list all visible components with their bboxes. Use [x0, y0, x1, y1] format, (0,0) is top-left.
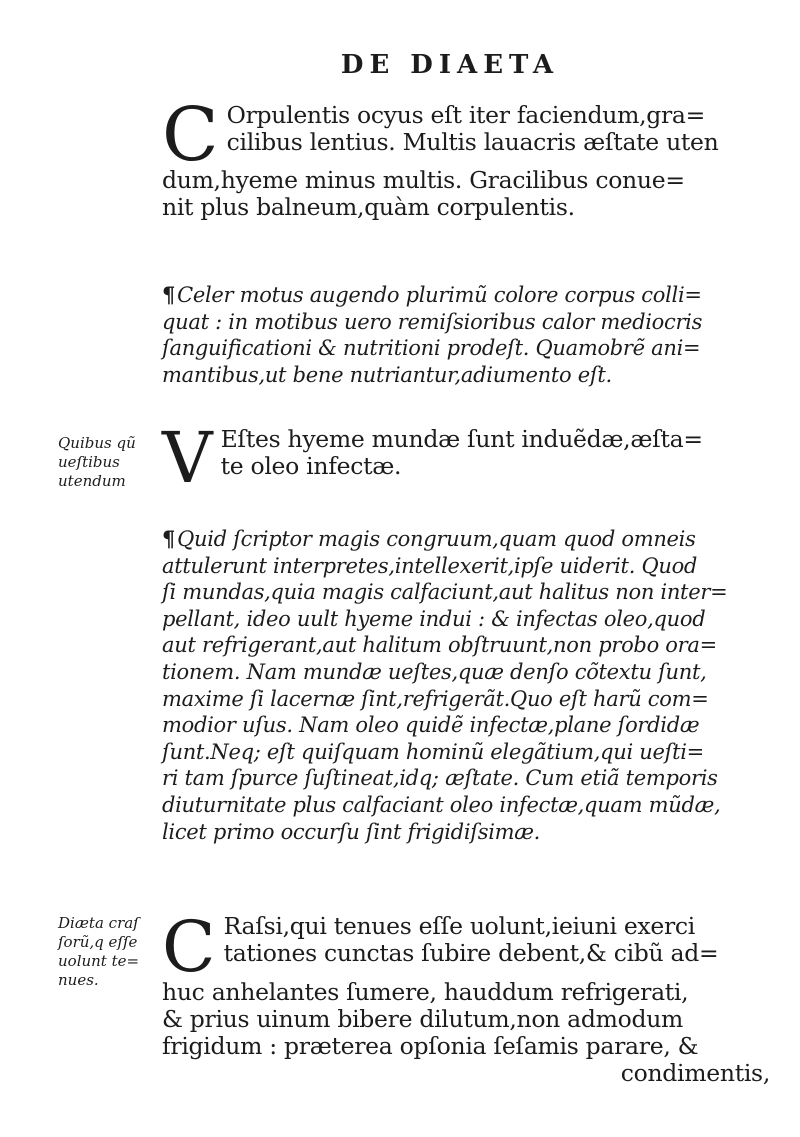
text-line-content: Celer motus augendo plurimũ colore corpus colli= [177, 283, 702, 307]
text-line: te oleo infectæ. [220, 452, 402, 480]
margin-note-line: nues. [58, 971, 99, 989]
margin-note-line: Diæta craſ [58, 914, 139, 932]
drop-cap-initial: V [162, 417, 213, 499]
catchword-line: condimentis, [620, 1059, 770, 1087]
text-line: attulerunt interpretes,intellexerit,ipſe uiderit. Quod [162, 553, 698, 578]
text-line: ſi mundas,quia magis calfaciunt,aut halitus non inter= [162, 580, 728, 605]
margin-note-line: uolunt te= [58, 952, 140, 970]
paragraph-celer-motus [162, 282, 770, 388]
text-line: pellant, ideo uult hyeme indui : & infectas oleo,quod [162, 606, 706, 631]
text-line: Orpulentis ocyus eſt iter faciendum,gra= [226, 101, 706, 129]
text-line: aut refrigerant,aut halitum obſtruunt,non probo ora= [162, 633, 717, 658]
text-line: maxime ſi lacernæ ſint,refrigerãt.Quo eſt harũ com= [162, 686, 709, 711]
paragraph-crassi [162, 906, 770, 1087]
text-line: diuturnitate plus calfaciant oleo infectæ,quam mũdæ, [162, 792, 721, 817]
pilcrow-mark: ¶ [162, 282, 176, 307]
text-line: ri tam ſpurce ſuſtineat,idq; æſtate. Cum etiã temporis [162, 766, 718, 791]
margin-note-vestibus [58, 434, 154, 491]
running-header [0, 50, 800, 80]
text-line: & prius uinum bibere dilutum,non admodum [162, 1005, 684, 1033]
text-line: ſunt.Neq; eſt quiſquam hominũ elegãtium,qui ueſti= [162, 739, 704, 764]
paragraph-quid-scriptor [162, 526, 770, 845]
text-line: quat : in motibus uero remiſsioribus calor mediocris [162, 309, 703, 334]
margin-note-line: Quibus qũ [58, 434, 136, 452]
margin-note-line: ſorũ,q eſſe [58, 933, 138, 951]
text-line: mantibus,ut bene nutriantur,adiumento eſt. [162, 362, 612, 387]
text-line: nit plus balneum,quàm corpulentis. [162, 193, 575, 221]
text-line: licet primo occurſu ſint frigidiſsimæ. [162, 819, 541, 844]
paragraph-corpulentis [162, 92, 770, 221]
text-line: Raſsi,qui tenues eſſe uolunt,ieiuni exerci [223, 912, 696, 940]
text-line [162, 526, 770, 553]
text-line: tationes cunctas ſubire debent,& cibũ ad= [223, 939, 719, 967]
text-line: huc anhelantes ſumere, hauddum refrigerati, [162, 978, 689, 1006]
text-line: cilibus lentius. Multis lauacris æſtate uten [226, 128, 719, 156]
text-line: tionem. Nam mundæ ueſtes,quæ denſo cõtextu ſunt, [162, 659, 707, 684]
text-line-content: Quid ſcriptor magis congruum,quam quod omneis [177, 527, 696, 551]
page-title: DE DIAETA [340, 50, 560, 80]
text-line: frigidum : præterea opſonia ſeſamis parare, & [162, 1032, 699, 1060]
text-line: ſanguificationi & nutritioni prodeſt. Quamobrẽ ani= [162, 336, 701, 361]
drop-cap-initial: C [162, 92, 219, 178]
margin-note-line: utendum [58, 472, 126, 490]
text-line: dum,hyeme minus multis. Gracilibus conue= [162, 166, 685, 194]
margin-note-diaeta [58, 914, 154, 990]
pilcrow-mark: ¶ [162, 526, 176, 551]
text-line: Eſtes hyeme mundæ ſunt induẽdæ,æſta= [220, 425, 703, 453]
margin-note-line: ueſtibus [58, 453, 120, 471]
paragraph-vestes [162, 417, 770, 499]
drop-cap-initial: C [162, 906, 216, 988]
text-line: modior uſus. Nam oleo quidẽ infectæ,plane ſordidæ [162, 713, 700, 738]
text-line [162, 282, 770, 309]
